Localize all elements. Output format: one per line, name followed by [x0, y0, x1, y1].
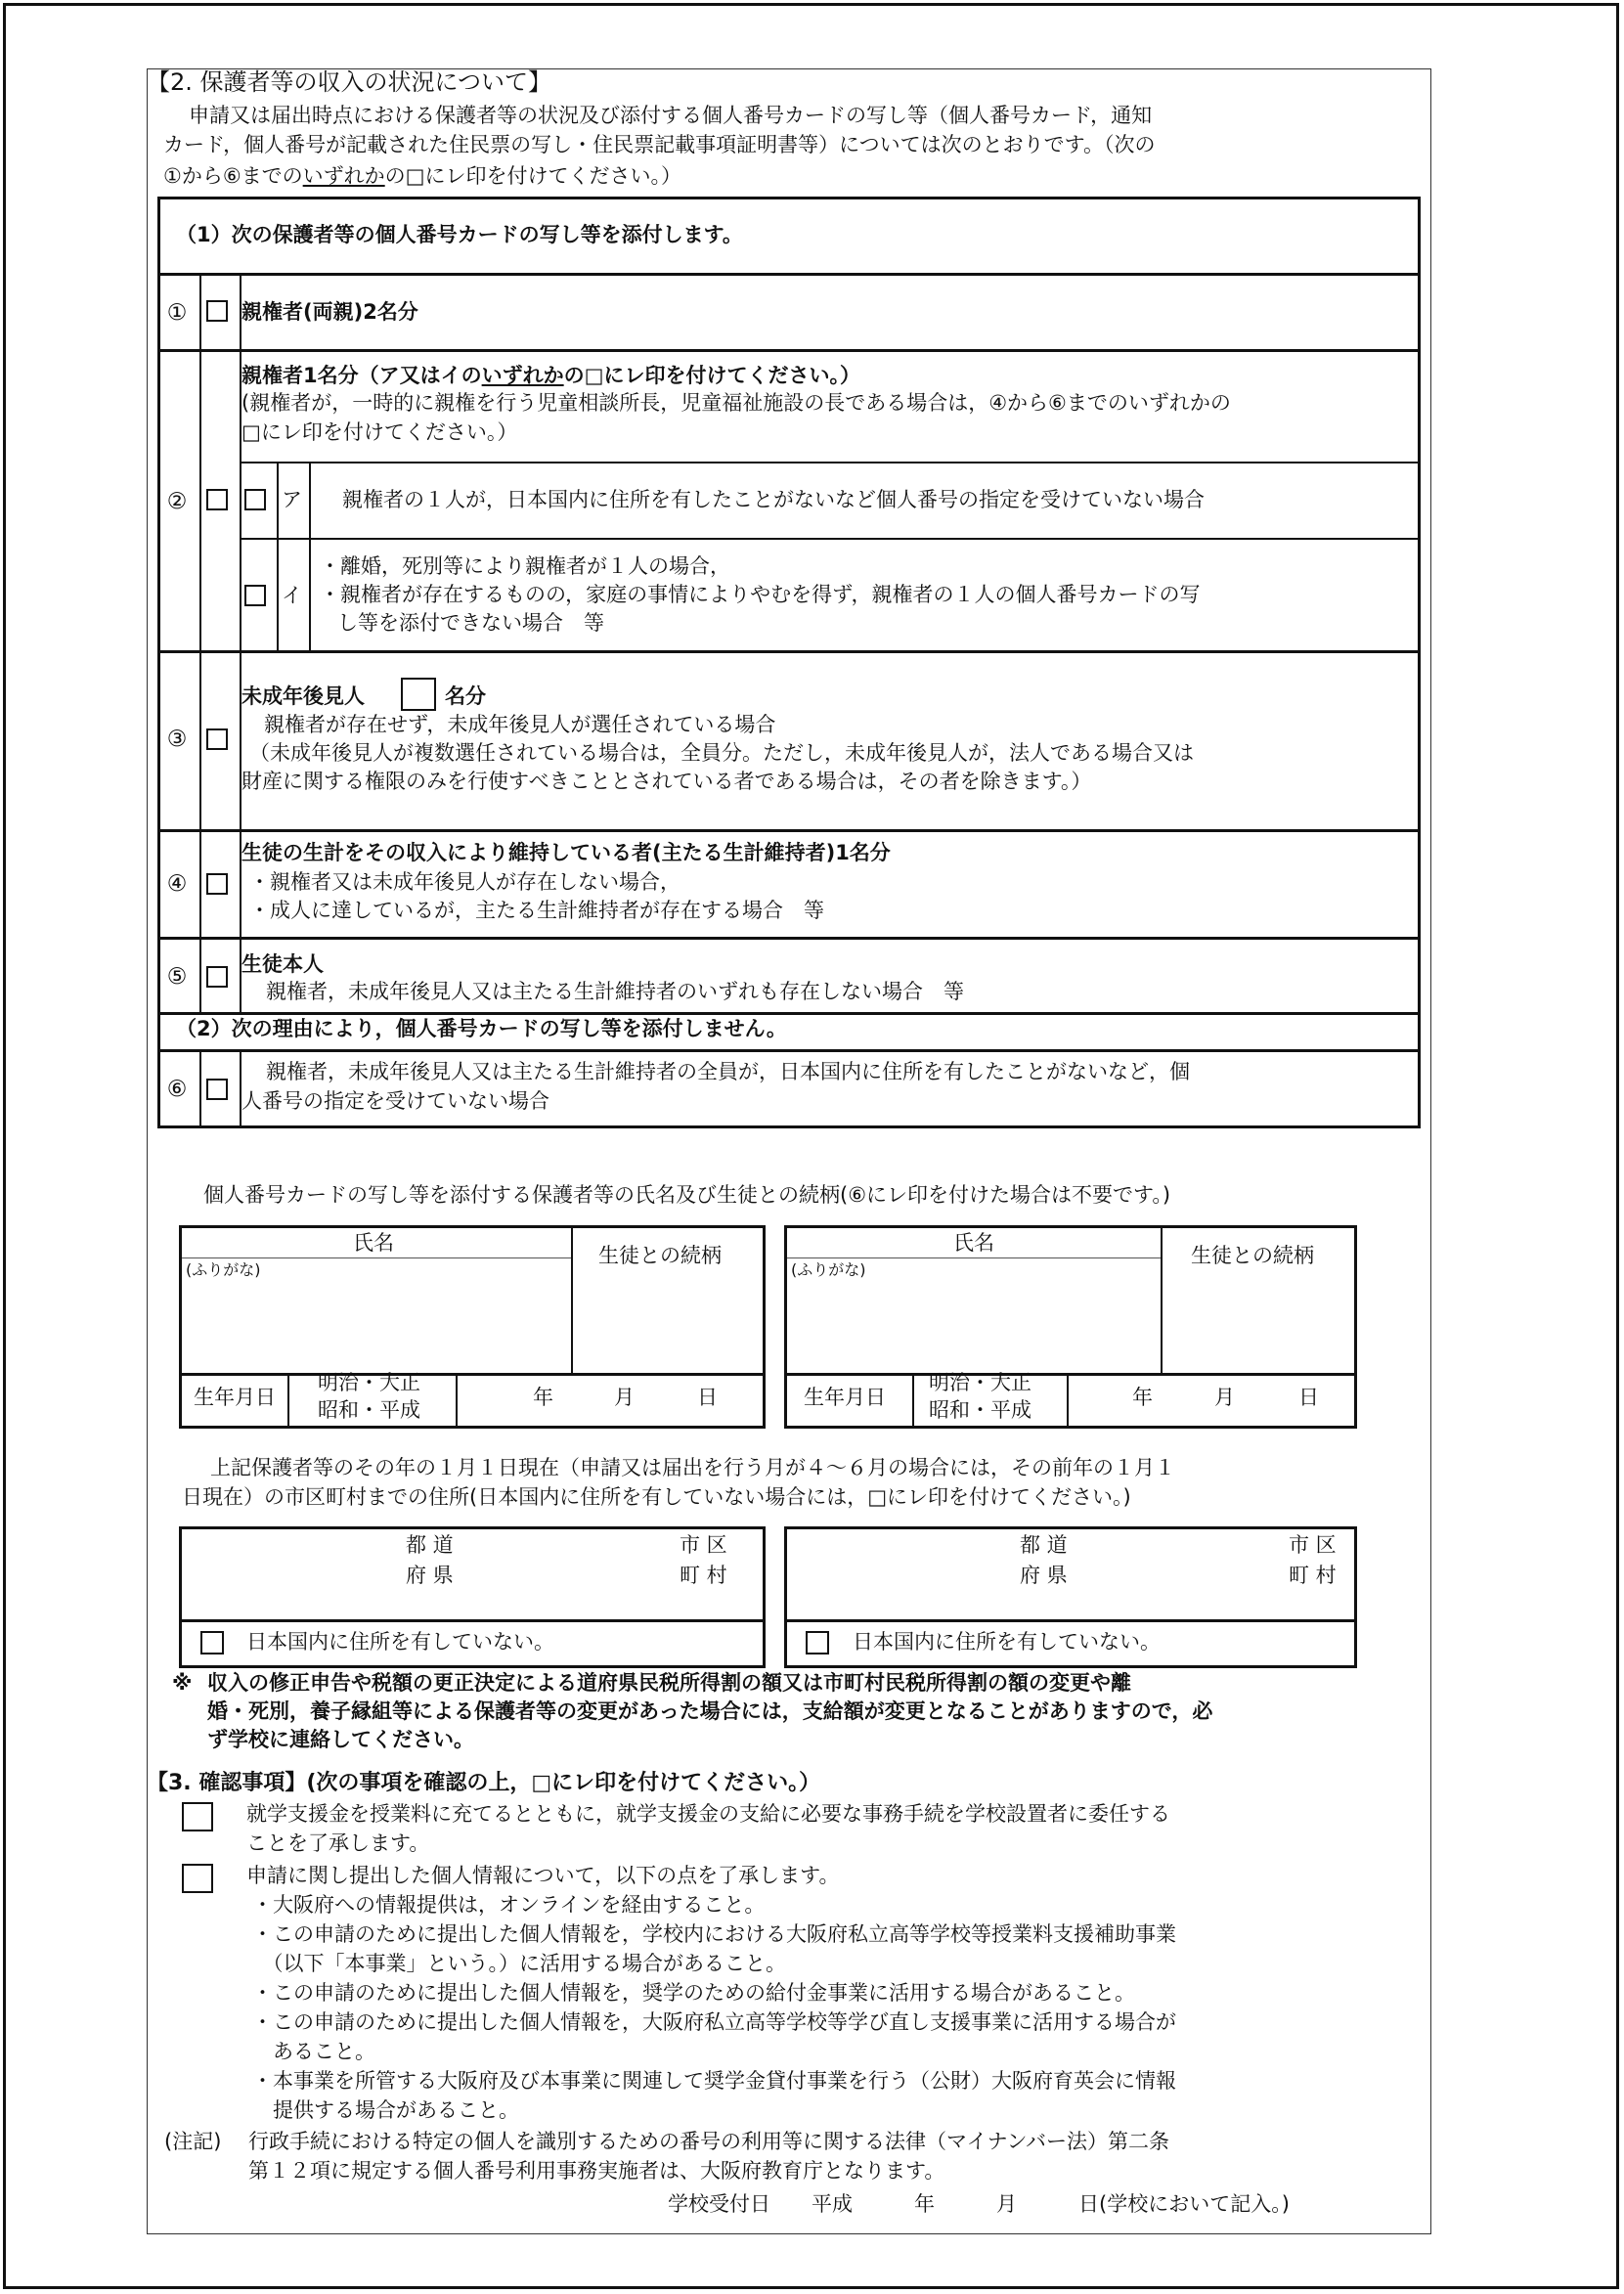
furigana-label-2: (ふりがな) — [791, 1260, 866, 1279]
note-line-2: 婚・死別，養子縁組等による保護者等の変更があった場合には，支給額が変更となることがありますので，必 — [207, 1699, 1213, 1723]
furigana-label-1: (ふりがな) — [186, 1260, 261, 1279]
option4-text-2: ・成人に達しているが，主たる生計維持者が存在する場合 等 — [249, 899, 824, 922]
row-divider — [787, 1373, 1354, 1376]
option2i-label: イ — [282, 584, 302, 607]
col-divider — [912, 1373, 914, 1426]
section3-heading: 【3. 確認事項】(次の事項を確認の上，□にレ印を付けてください。） — [147, 1771, 821, 1795]
row-divider — [160, 349, 1418, 352]
shiku-label-2: 市 区 — [1289, 1533, 1337, 1557]
confirm-bullet: ・この申請のために提出した個人情報を，大阪府私立高等学校等学び直し支援事業に活用する場合が — [252, 2010, 1176, 2034]
option6-checkbox[interactable] — [206, 1079, 228, 1100]
row-divider — [787, 1619, 1354, 1622]
option1-number: ① — [166, 300, 188, 326]
address-caption-2: 日現在）の市区町村までの住所(日本国内に住所を有していない場合には，□にレ印を付けてください。) — [182, 1485, 1131, 1509]
annotation-label: (注記) — [164, 2130, 222, 2153]
option2i-text-1: ・離婚，死別等により親権者が１人の場合， — [320, 554, 730, 578]
fuken-label-2: 府 県 — [1020, 1564, 1068, 1587]
option3-text-1: 親権者が存在せず，未成年後見人が選任されている場合 — [264, 713, 776, 736]
address-caption-1: 上記保護者等のその年の１月１日現在（申請又は届出を行う月が４～６月の場合には，その前年の１月１ — [210, 1456, 1175, 1479]
year-label-2: 年 — [1132, 1386, 1153, 1409]
relation-label-1: 生徒との続柄 — [598, 1244, 722, 1267]
option3-text-3: 財産に関する権限のみを行使すべきこととされている者である場合は，その者を除きます。） — [241, 770, 1092, 793]
option6-text-1: 親権者，未成年後見人又は主たる生計維持者の全員が，日本国内に住所を有したことがないなど，個 — [266, 1060, 1190, 1083]
option4-title: 生徒の生計をその収入により維持している者(主たる生計維持者)1名分 — [241, 841, 891, 864]
part2-title: （2）次の理由により，個人番号カードの写し等を添付しません。 — [176, 1017, 787, 1040]
no-address-label-1: 日本国内に住所を有していない。 — [246, 1630, 554, 1654]
birth-label-2: 生年月日 — [804, 1386, 886, 1409]
annotation-line-1: 行政手続における特定の個人を識別するための番号の利用等に関する法律（マイナンバー法）第二条 — [248, 2130, 1170, 2153]
shiku-label-1: 市 区 — [680, 1533, 727, 1557]
note-mark: ※ — [172, 1671, 193, 1695]
year-label-1: 年 — [533, 1386, 553, 1409]
no-address-checkbox-1[interactable] — [200, 1631, 224, 1654]
intro-line-3b: いずれか — [302, 164, 385, 188]
name-label-1: 氏名 — [353, 1231, 394, 1255]
option2-title-a: 親権者1名分（ア又はイの — [241, 364, 482, 387]
col-divider — [199, 273, 201, 1012]
option5-number: ⑤ — [166, 964, 188, 990]
option3-text-2: （未成年後見人が複数選任されている場合は，全員分。ただし，未成年後見人が，法人である場合又は — [249, 741, 1194, 765]
chouson-label-2: 町 村 — [1289, 1564, 1337, 1587]
option2-title — [241, 362, 860, 390]
option2a-checkbox[interactable] — [244, 489, 266, 510]
col-divider — [1161, 1228, 1163, 1373]
confirm-bullet: ・本事業を所管する大阪府及び本事業に関連して奨学金貸付事業を行う（公財）大阪府育英会に情報 — [252, 2069, 1176, 2093]
option3-number: ③ — [166, 727, 188, 752]
note-line-1: 収入の修正申告や税額の更正決定による道府県民税所得割の額又は市町村民税所得割の額の変更や離 — [207, 1671, 1131, 1695]
option5-title: 生徒本人 — [241, 952, 324, 976]
names-caption: 個人番号カードの写し等を添付する保護者等の氏名及び生徒との続柄(⑥にレ印を付けた場合は不要です。) — [203, 1183, 1171, 1207]
confirm-bullet: ・この申請のために提出した個人情報を，学校内における大阪府私立高等学校等授業料支援補助事業 — [252, 1922, 1176, 1946]
option4-checkbox[interactable] — [206, 873, 228, 895]
option1-title: 親権者(両親)2名分 — [241, 300, 418, 324]
confirm-bullet: あること。 — [252, 2040, 375, 2063]
intro-line-1: 申請又は届出時点における保護者等の状況及び添付する個人番号カードの写し等（個人番号カード，通知 — [189, 104, 1153, 127]
intro-line-3 — [163, 162, 681, 191]
era-2-right: 昭和・平成 — [929, 1398, 1031, 1422]
option5-text-1: 親権者，未成年後見人又は主たる生計維持者のいずれも存在しない場合 等 — [266, 980, 964, 1003]
fuken-label-1: 府 県 — [406, 1564, 454, 1587]
subrow-divider — [240, 538, 1418, 540]
part1-title: （1）次の保護者等の個人番号カードの写し等を添付します。 — [176, 223, 743, 246]
confirm-bullet: （以下「本事業」という。）に活用する場合があること。 — [252, 1952, 786, 1975]
annotation-line-2: 第１２項に規定する個人番号利用事務実施者は、大阪府教育庁となります。 — [248, 2159, 945, 2183]
month-label-1: 月 — [614, 1386, 635, 1409]
era-2-left: 昭和・平成 — [318, 1398, 420, 1422]
intro-line-3c: の□にレ印を付けてください。） — [384, 164, 681, 188]
option2a-label: ア — [282, 488, 302, 511]
era-1-right: 明治・大正 — [929, 1371, 1031, 1394]
col-divider — [1067, 1373, 1069, 1426]
day-label-2: 日 — [1298, 1386, 1319, 1409]
option2a-text: 親権者の１人が，日本国内に住所を有したことがないなど個人番号の指定を受けていない場合 — [342, 488, 1205, 511]
row-divider — [160, 650, 1418, 653]
subrow-divider — [240, 462, 1418, 463]
name-label-2: 氏名 — [953, 1231, 994, 1255]
intro-line-3a: ①から⑥までの — [163, 164, 303, 188]
row-divider — [160, 273, 1418, 276]
day-label-1: 日 — [697, 1386, 718, 1409]
option4-number: ④ — [166, 871, 188, 897]
subcol-divider — [277, 462, 279, 650]
confirm-bullet: ・大阪府への情報提供は，オンラインを経由すること。 — [252, 1893, 766, 1917]
todo-label-1: 都 道 — [406, 1533, 454, 1557]
option2-checkbox[interactable] — [206, 489, 228, 510]
row-divider — [787, 1257, 1161, 1258]
chouson-label-1: 町 村 — [680, 1564, 727, 1587]
row-divider — [160, 829, 1418, 832]
col-divider — [287, 1373, 289, 1426]
receipt-date-line: 学校受付日 平成 年 月 日(学校において記入。) — [668, 2192, 1290, 2216]
confirm-bullet: ・この申請のために提出した個人情報を，奨学のための給付金事業に活用する場合があること。 — [252, 1981, 1135, 2005]
no-address-label-2: 日本国内に住所を有していない。 — [853, 1630, 1161, 1654]
section2-heading: 【2. 保護者等の収入の状況について】 — [147, 68, 552, 96]
confirm-item1-line-1: 就学支援金を授業料に充てるとともに，就学支援金の支給に必要な事務手続を学校設置者に委任する — [246, 1802, 1170, 1826]
option6-text-2: 人番号の指定を受けていない場合 — [241, 1089, 549, 1113]
row-divider — [160, 1049, 1418, 1052]
option1-checkbox[interactable] — [206, 300, 228, 322]
era-1-left: 明治・大正 — [318, 1371, 420, 1394]
col-divider — [199, 1049, 201, 1125]
col-divider — [571, 1228, 573, 1373]
col-divider — [456, 1373, 458, 1426]
option2-number: ② — [166, 489, 188, 514]
row-divider — [182, 1619, 763, 1622]
intro-line-2: カード，個人番号が記載された住民票の写し・住民票記載事項証明書等）については次のとおりです。（次の — [163, 133, 1156, 156]
relation-label-2: 生徒との続柄 — [1191, 1244, 1314, 1267]
option2i-checkbox[interactable] — [244, 585, 266, 606]
option2i-text-2: ・親権者が存在するものの，家庭の事情によりやむを得ず，親権者の１人の個人番号カードの写 — [320, 583, 1201, 606]
note-line-3: ず学校に連絡してください。 — [207, 1728, 474, 1751]
option4-text-1: ・親権者又は未成年後見人が存在しない場合， — [249, 870, 680, 894]
option2i-text-3: し等を添付できない場合 等 — [337, 611, 604, 635]
subcol-divider — [309, 462, 311, 650]
no-address-checkbox-2[interactable] — [806, 1631, 829, 1654]
confirm-item1-line-2: ことを了承します。 — [246, 1831, 430, 1855]
month-label-2: 月 — [1214, 1386, 1235, 1409]
birth-label-1: 生年月日 — [194, 1386, 276, 1409]
option5-checkbox[interactable] — [206, 966, 228, 988]
confirm-checkbox-1[interactable] — [182, 1802, 213, 1831]
option3-title-a: 未成年後見人 — [241, 684, 365, 708]
option6-number: ⑥ — [166, 1077, 188, 1102]
option3-checkbox[interactable] — [206, 728, 228, 750]
confirm-item2-line-1: 申請に関し提出した個人情報について，以下の点を了承します。 — [246, 1864, 840, 1887]
row-divider — [182, 1373, 763, 1376]
option3-count-box[interactable] — [401, 678, 436, 711]
row-divider — [182, 1257, 571, 1258]
option2-title-c: の□にレ印を付けてください。） — [563, 364, 860, 387]
option2-note-1: (親権者が，一時的に親権を行う児童相談所長，児童福祉施設の長である場合は，④から⑥までのいずれかの — [241, 391, 1231, 415]
row-divider — [160, 937, 1418, 940]
option3-title-b: 名分 — [445, 684, 486, 708]
option2-title-b: いずれか — [481, 364, 564, 387]
confirm-bullet: 提供する場合があること。 — [252, 2098, 519, 2122]
option2-note-2: □にレ印を付けてください。） — [241, 420, 518, 444]
todo-label-2: 都 道 — [1020, 1533, 1068, 1557]
confirm-checkbox-2[interactable] — [182, 1864, 213, 1893]
